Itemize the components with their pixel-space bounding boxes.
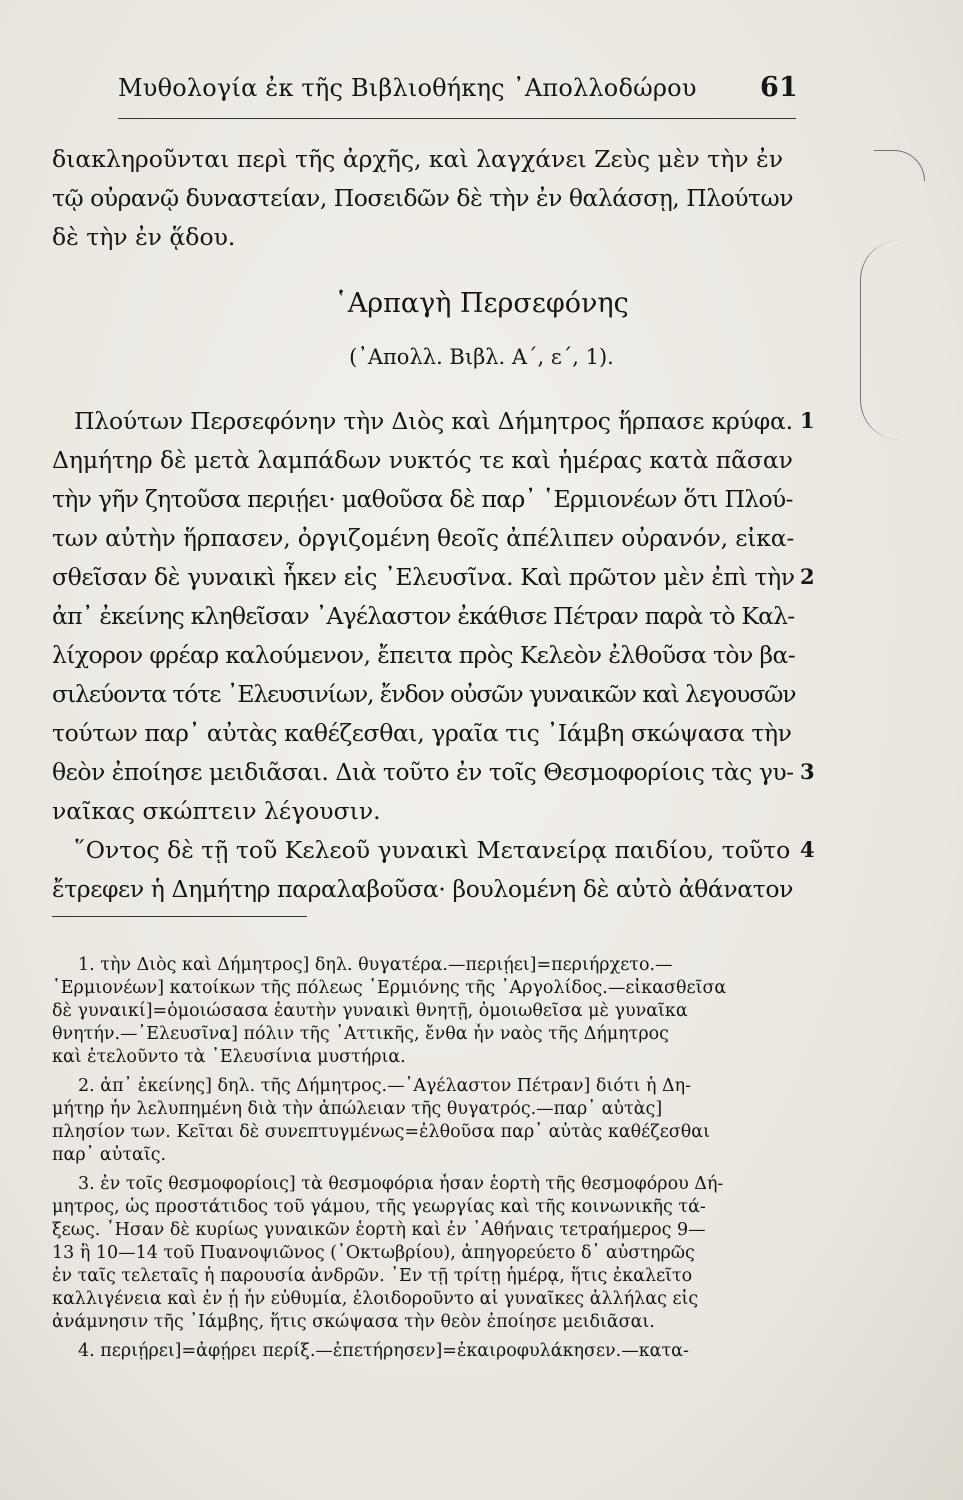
footnote-line: μήτηρ ἦν λελυπημένη διὰ τὴν ἀπώλειαν τῆς θυγατρός.—παρ᾿ αὐτὰς] — [52, 1099, 663, 1119]
footnote-line: καὶ ἐτελοῦντο τὰ ᾿Ελευσίνια μυστήρια. — [52, 1047, 406, 1067]
footnote-line: θνητήν.—᾿Ελευσῖνα] πόλιν τῆς ᾿Αττικῆς, ἔνθα ἦν ναὸς τῆς Δήμητρος — [52, 1024, 669, 1044]
footnote-line: δὲ γυναικί]=ὁμοιώσασα ἑαυτὴν γυναικὶ θνητῇ, ὁμοιωθεῖσα μὲ γυναῖκα — [52, 1001, 688, 1021]
text-line: των αὐτὴν ἥρπασεν, ὀργιζομένη θεοῖς ἀπέλιπεν οὐρανόν, εἰκα- — [52, 524, 795, 552]
footnote-line: 2. ἀπ᾿ ἐκείνης] δηλ. τῆς Δήμητρος.—᾿Αγέλαστον Πέτραν] διότι ἡ Δη- — [78, 1076, 692, 1096]
text-line: σθεῖσαν δὲ γυναικὶ ἧκεν εἰς ᾿Ελευσῖνα. Καὶ πρῶτον μὲν ἐπὶ τὴν — [52, 563, 795, 591]
text-line: σιλεύοντα τότε ᾿Ελευσινίων, ἔνδον οὐσῶν γυναικῶν καὶ λεγουσῶν — [52, 680, 796, 708]
header-rule — [118, 118, 796, 119]
footnote-line: 13 ἢ 10—14 τοῦ Πυανοψιῶνος (᾿Οκτωβρίου), ἀπηγορεύετο δ᾿ αὐστηρῶς — [52, 1243, 695, 1263]
margin-number: 2 — [800, 564, 815, 589]
footnote-line: ῾Ερμιονέων] κατοίκων τῆς πόλεως ῾Ερμιόνης τῆς ᾿Αργολίδος.—εἰκασθεῖσα — [52, 978, 727, 998]
main-text — [52, 402, 796, 909]
section-reference: (᾿Απολλ. Βιβλ. Α΄, ε΄, 1). — [349, 345, 614, 369]
pencil-mark — [874, 150, 925, 181]
text-line: ναῖκας σκώπτειν λέγουσιν. — [52, 797, 381, 825]
running-header — [118, 72, 798, 112]
footnotes — [52, 954, 800, 1363]
text-line: Πλούτων Περσεφόνην τὴν Διὸς καὶ Δήμητρος ἥρπασε κρύφα. — [74, 407, 793, 435]
footnote-line: πλησίον των. Κεῖται δὲ συνεπτυγμένως=ἐλθοῦσα παρ᾿ αὐτὰς καθέζεσθαι — [52, 1122, 710, 1142]
section-title: ῾Αρπαγὴ Περσεφόνης — [334, 288, 629, 319]
text-line: ἔτρεφεν ἡ Δημήτηρ παραλαβοῦσα· βουλομένη δὲ αὐτὸ ἀθάνατον — [52, 875, 793, 903]
margin-number: 3 — [800, 759, 815, 784]
text-line: διακληροῦνται περὶ τῆς ἀρχῆς, καὶ λαγχάνει Ζεὺς μὲν τὴν ἐν — [52, 145, 784, 173]
footnote-line: ἀνάμνησιν τῆς ᾿Ιάμβης, ἥτις σκώψασα τὴν θεὸν ἐποίησε μειδιᾶσαι. — [52, 1312, 655, 1332]
margin-number: 4 — [800, 837, 815, 862]
running-title: Μυθολογία ἐκ τῆς Βιβλιοθήκης ᾿Απολλοδώρου — [118, 74, 697, 102]
footnote-line: καλλιγένεια καὶ ἐν ᾗ ἦν εὐθυμία, ἐλοιδοροῦντο αἱ γυναῖκες ἀλλήλας εἰς — [52, 1289, 699, 1309]
pencil-mark — [860, 240, 901, 440]
footnote-line: 4. περιῄρει]=ἀφῄρει περίξ.—ἐπετήρησεν]=ἐκαιροφυλάκησεν.—κατα- — [78, 1341, 689, 1361]
intro-paragraph — [52, 140, 796, 257]
footnote-line: ξεως. ῏Ησαν δὲ κυρίως γυναικῶν ἑορτὴ καὶ ἐν ᾿Αθήναις τετραήμερος 9— — [52, 1220, 706, 1240]
footnote-line: ἐν ταῖς τελεταῖς ἡ παρουσία ἀνδρῶν. ᾿Εν τῇ τρίτῃ ἡμέρᾳ, ἥτις ἐκαλεῖτο — [52, 1266, 693, 1286]
text-line: τὴν γῆν ζητοῦσα περιῄει· μαθοῦσα δὲ παρ᾿ ῾Ερμιονέων ὅτι Πλού- — [52, 485, 793, 513]
footnote-line: παρ᾿ αὐταῖς. — [52, 1145, 167, 1165]
text-line: Δημήτηρ δὲ μετὰ λαμπάδων νυκτός τε καὶ ἡμέρας κατὰ πᾶσαν — [52, 446, 793, 474]
footnote-line: 3. ἐν τοῖς θεσμοφορίοις] τὰ θεσμοφόρια ἦσαν ἑορτὴ τῆς θεσμοφόρου Δή- — [78, 1174, 724, 1194]
text-line: λίχορον φρέαρ καλούμενον, ἔπειτα πρὸς Κελεὸν ἐλθοῦσα τὸν βα- — [52, 641, 796, 669]
footnote-rule — [52, 916, 307, 917]
text-line: θεὸν ἐποίησε μειδιᾶσαι. Διὰ τοῦτο ἐν τοῖς Θεσμοφορίοις τὰς γυ- — [52, 758, 794, 786]
text-line: δὲ τὴν ἐν ᾅδου. — [52, 223, 236, 251]
text-line: ἀπ᾿ ἐκείνης κληθεῖσαν ᾿Αγέλαστον ἐκάθισε Πέτραν παρὰ τὸ Καλ- — [52, 602, 795, 630]
text-line: τῷ οὐρανῷ δυναστείαν, Ποσειδῶν δὲ τὴν ἐν θαλάσσῃ, Πλούτων — [52, 184, 794, 212]
text-line: τούτων παρ᾿ αὐτὰς καθέζεσθαι, γραῖα τις ᾿Ιάμβη σκώψασα τὴν — [52, 719, 792, 747]
footnote-line: μητρος, ὡς προστάτιδος τοῦ γάμου, τῆς γεωργίας καὶ τῆς κοινωνικῆς τά- — [52, 1197, 706, 1217]
page-number: 61 — [760, 72, 798, 103]
footnote-line: 1. τὴν Διὸς καὶ Δήμητρος] δηλ. θυγατέρα.—περιῄει]=περιήρχετο.— — [78, 955, 673, 975]
margin-number: 1 — [800, 408, 815, 433]
text-line: ῞Οντος δὲ τῇ τοῦ Κελεοῦ γυναικὶ Μετανείρᾳ παιδίου, τοῦτο — [74, 836, 791, 864]
